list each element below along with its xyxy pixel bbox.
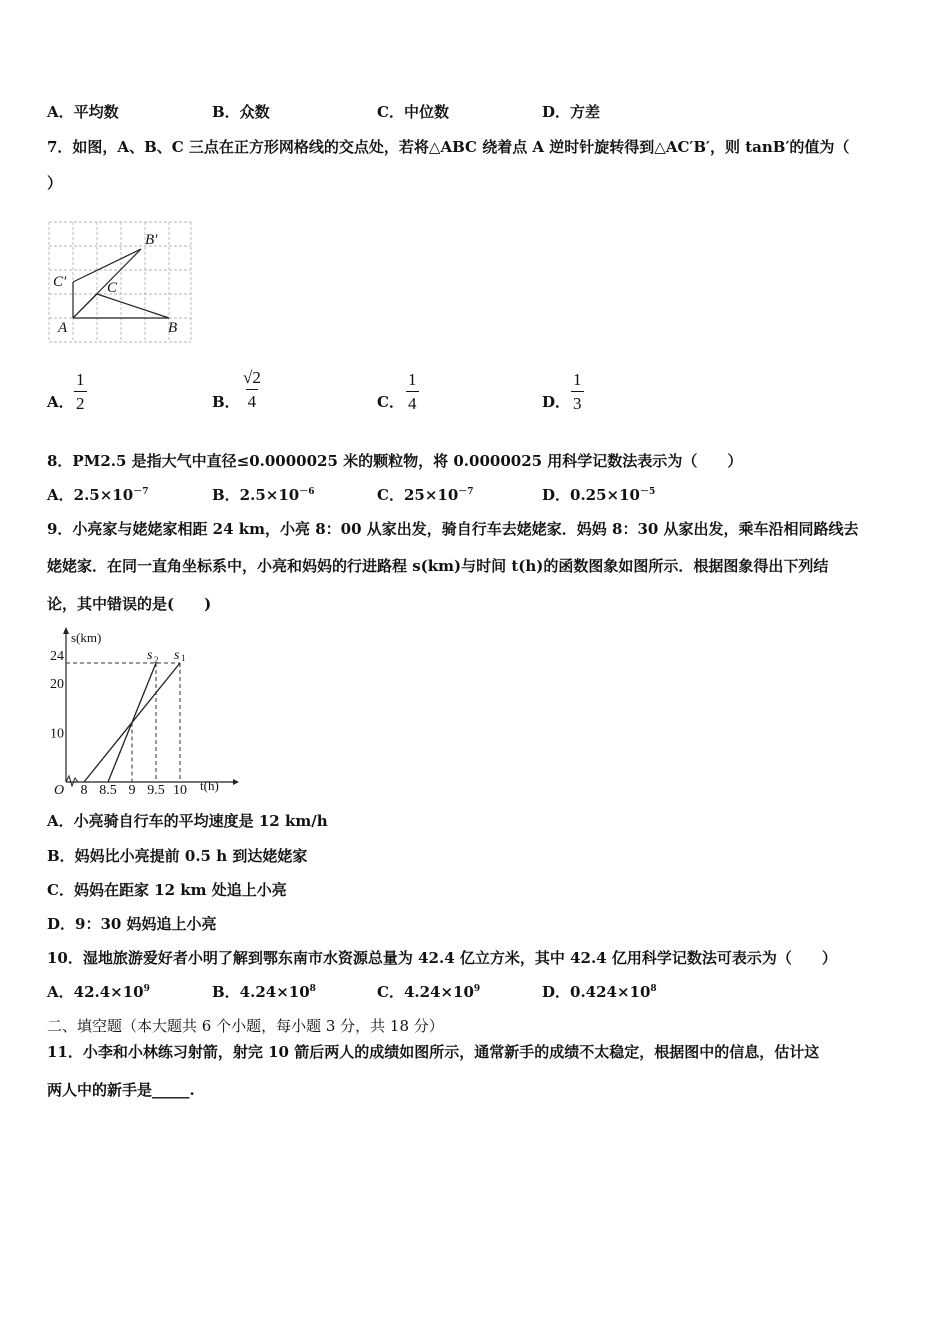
q8-option-d: D．$0.25\times 10^{-5}$ <box>542 486 656 504</box>
q6-option-a: A．平均数 <box>47 103 119 121</box>
q9-distance-time-chart <box>38 626 243 794</box>
x-axis-label: t(h) <box>200 778 219 793</box>
x-tick-label: 8 <box>80 783 88 794</box>
q10-option-a: A．$42.4\times 10^9$ <box>47 983 150 1001</box>
origin-label: O <box>54 783 65 794</box>
q9-option-c: C．妈妈在距家 12 km 处追上小亮 <box>47 881 287 899</box>
q11-stem-line1: 11．小李和小林练习射箭，射完 10 箭后两人的成绩如图所示，通常新手的成绩不太稳定，根据图中的信息，估计这 <box>47 1043 820 1061</box>
q7-label-b: B <box>168 320 178 336</box>
q9-option-b: B．妈妈比小亮提前 0.5 h 到达姥姥家 <box>47 847 308 865</box>
q6-option-c: C．中位数 <box>377 103 449 121</box>
axis-break-mark <box>66 776 78 786</box>
q7-stem-line1: 7．如图，A、B、C 三点在正方形网格线的交点处，若将△ABC 绕着点 A 逆时针旋转得到△AC′B′，则 tanB′的值为（ <box>47 138 850 156</box>
x-tick-label: 9 <box>128 783 136 794</box>
q8-option-a: A．$2.5\times 10^{-7}$ <box>47 486 149 504</box>
q8-option-c: C．$25\times 10^{-7}$ <box>377 486 474 504</box>
x-tick-label: 9.5 <box>147 783 165 794</box>
y-axis-label: s(km) <box>71 630 102 645</box>
q7-label-c-prime: C′ <box>53 274 67 290</box>
q7-option-b-fraction: $\frac{√2}{4}$ <box>243 368 261 411</box>
q7-option-d-letter: D． <box>542 393 571 411</box>
q7-label-b-prime: B′ <box>145 232 158 248</box>
q7-option-d-fraction: $\frac{1}{3}$ <box>573 370 582 413</box>
q9-option-a: A．小亮骑自行车的平均速度是 12 km/h <box>47 812 328 830</box>
q7-option-b-letter: B． <box>212 393 240 411</box>
q6-option-b: B．众数 <box>212 103 270 121</box>
q7-option-c-letter: C． <box>377 393 404 411</box>
q6-option-d: D．方差 <box>542 103 601 121</box>
q7-option-a-fraction: $\frac{1}{2}$ <box>76 370 85 413</box>
q8-option-b: B．$2.5\times 10^{-6}$ <box>212 486 315 504</box>
q9-option-d: D．9：30 妈妈追上小亮 <box>47 915 217 933</box>
q10-stem: 10．湿地旅游爱好者小明了解到鄂东南市水资源总量为 42.4 亿立方米，其中 42.4 亿用科学记数法可表示为（ ） <box>47 949 837 967</box>
q9-stem-line1: 9．小亮家与姥姥家相距 24 km，小亮 8：00 从家出发，骑自行车去姥姥家．妈妈 8：30 从家出发，乘车沿相同路线去 <box>47 520 859 538</box>
q8-stem: 8．PM2.5 是指大气中直径≤0.0000025 米的颗粒物，将 0.0000025 用科学记数法表示为（ ） <box>47 452 743 470</box>
q10-option-c: C．$4.24\times 10^9$ <box>377 983 481 1001</box>
x-tick-label: 10 <box>173 783 187 794</box>
q7-label-c: C <box>107 280 118 296</box>
series-label-s1-sub: 1 <box>181 653 186 663</box>
q9-stem-line3: 论，其中错误的是( ) <box>47 595 212 613</box>
y-tick-label: 20 <box>50 676 64 692</box>
x-axis-arrow <box>233 779 239 785</box>
y-tick-label: 24 <box>50 649 64 664</box>
q7-grid-figure <box>44 218 194 346</box>
section-heading-fill-in: 二、填空题（本大题共 6 个小题，每小题 3 分，共 18 分） <box>47 1017 444 1035</box>
y-axis-arrow <box>63 627 69 634</box>
q10-option-d: D．$0.424\times 10^8$ <box>542 983 657 1001</box>
q7-option-a-letter: A． <box>47 393 74 411</box>
q11-stem-line2: 两人中的新手是_____. <box>47 1081 195 1099</box>
series-label-s2-sub: 2 <box>154 655 159 665</box>
series-label-s1: s <box>174 648 180 663</box>
series-line-s2 <box>108 663 156 782</box>
q7-label-a: A <box>58 320 68 336</box>
y-tick-label: 10 <box>50 726 64 742</box>
q7-stem-line2: ） <box>47 174 63 192</box>
x-tick-label: 8.5 <box>99 783 117 794</box>
q9-stem-line2: 姥姥家．在同一直角坐标系中，小亮和妈妈的行进路程 s(km)与时间 t(h)的函数图象如图所示．根据图象得出下列结 <box>47 557 829 575</box>
q10-option-b: B．$4.24\times 10^8$ <box>212 983 316 1001</box>
series-label-s2: s <box>147 648 153 663</box>
q7-option-c-fraction: $\frac{1}{4}$ <box>408 370 417 413</box>
